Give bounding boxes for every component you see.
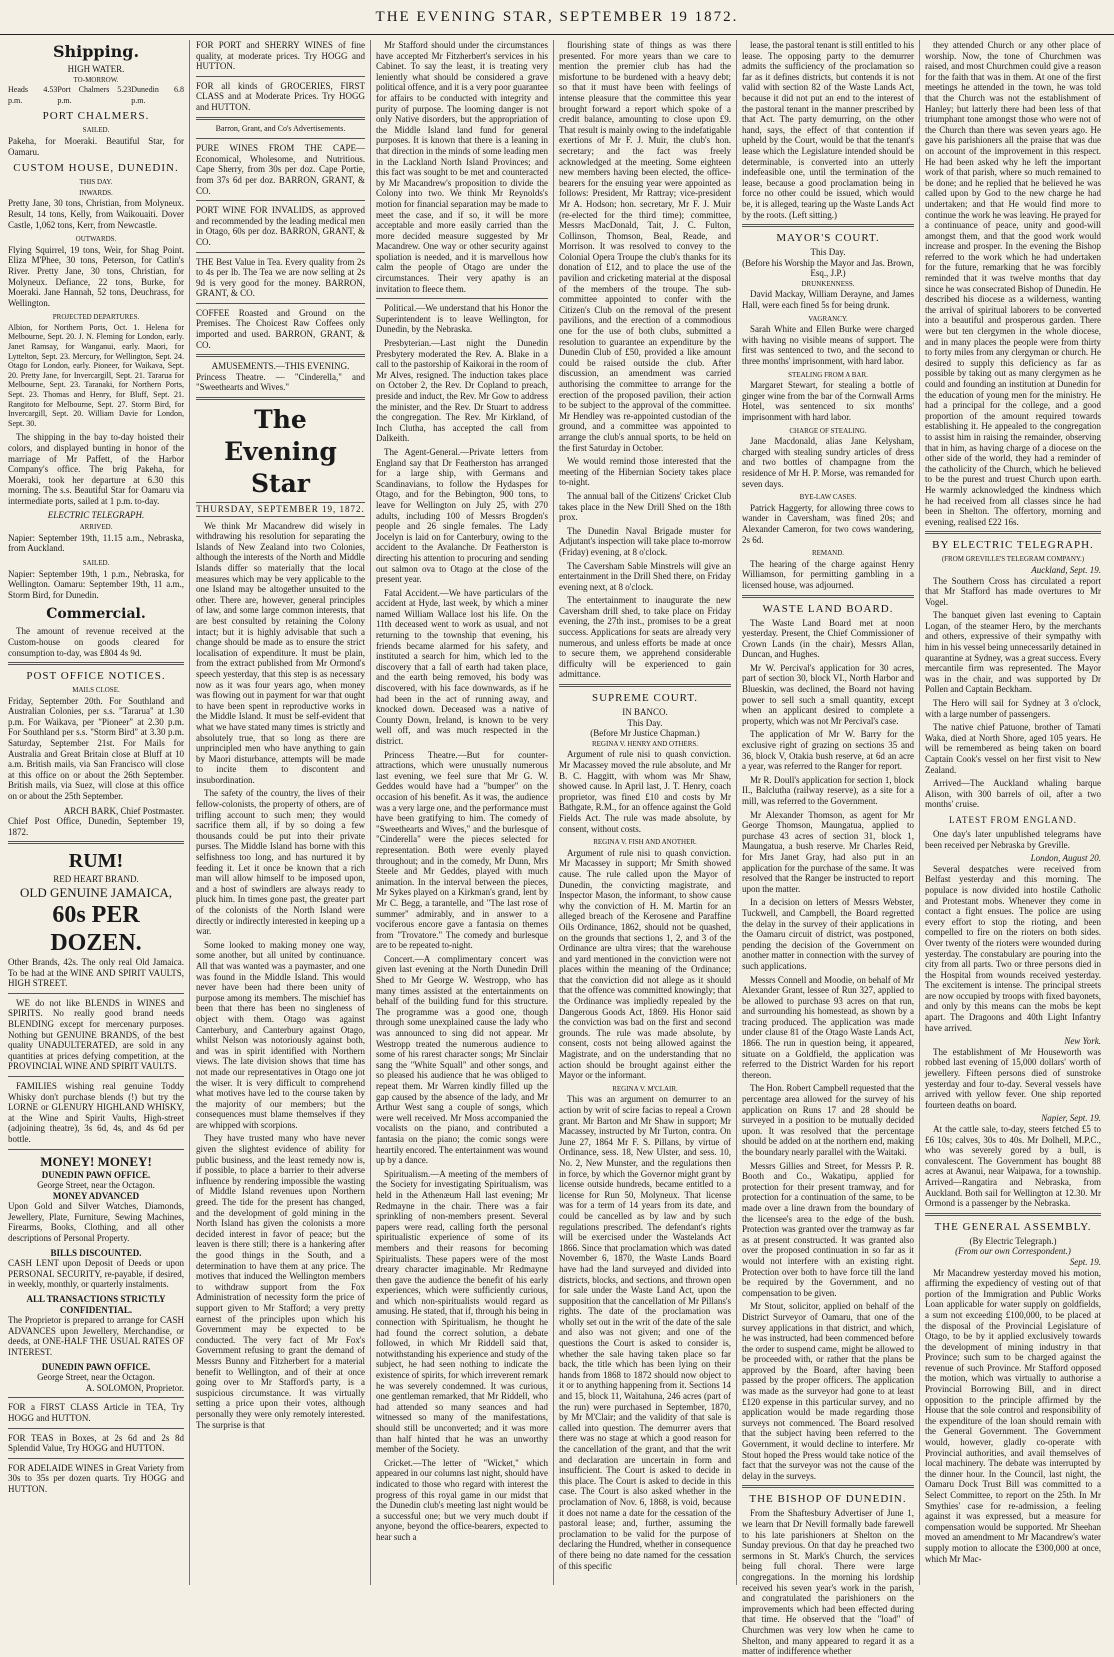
divider (8, 993, 184, 994)
divider (8, 662, 184, 665)
editorial-para-1: We think Mr Macandrew did wisely in withdrawing his resolution for separating the Islands of New Zealand into two Colonies, although the interests of the North and Middle Islands differ so materially that the local measures which may be very applicable to the one Island may be altogether unsuited to the other. There are, however, general principles of law, and some large common interests, that are best consulted by retaining the Colony intact; but it is highly advisable that such a change should be made as to ensure the strict localisation of expenditure. It must be plain, from the extract published from Mr Ormond's speech yesterday, that this step is as necessary now as it was four years ago, when money was flowing out in payment for war that ought to have been spent in reproductive works in the Middle Island. It must be self-evident that what we have stated many times is strictly and absolutely true, that so long as there are unprincipled men who have anything to gain by Maori disturbance, attempts will be made to incite them to discontent and insubordination. (196, 520, 365, 785)
london-dateline: London, August 20. (1030, 853, 1101, 864)
remand-label: REMAND. (811, 549, 845, 558)
tide-heads: Heads 4.53 p.m. (8, 85, 58, 105)
case-3-continued: lease, the pastoral tenant is still entitled to his lease. The opposing party to the demurrer admits the sufficiency of the proclamation so far as it defines districts, but contends it is not valid with section 82 of the Waste Lands Act, because it did not put an end to the interest of the pastoral tenant in the manner prescribed by that Act. The party demurring, on the other hand, says, the effect of that contention if upheld by the Court, would be that the tenant's lease which the Legislature intended should be determinable, is converted into an utterly indefeasible one, until the termination of the lease, because a good proclamation being in force no other could be issued, which would be, it is alleged, tearing up the Waste Lands Act by the roots. (Left sitting.) (742, 40, 914, 220)
bishop-heading: THE BISHOP OF DUNEDIN. (749, 1493, 907, 1506)
old-genuine-jamaica: OLD GENUINE JAMAICA, (19, 885, 172, 900)
pawn-office-title: DUNEDIN PAWN OFFICE. (41, 1169, 151, 1180)
vagrancy-label: VAGRANCY. (808, 314, 848, 323)
auckland-para-1: The Southern Cross has circulated a report that Mr Stafford has made overtures to Mr Vogel. (925, 575, 1101, 607)
case-2-title: REGINA V. FISH AND ANOTHER. (593, 838, 697, 847)
divider (742, 224, 914, 227)
shipping-heading: Shipping. (52, 42, 140, 61)
amusements-text: Princess Theatre. — "Cinderella," and "Sweethearts and Wives." (196, 371, 365, 393)
waste-para-2: Mr W. Percival's application for 30 acres, part of section 30, block VI., North Harbor and Blueskin, was declined, the Board not having power to sell such a small quantity, except when an applicant desired to complete a property, which was not Mr Percival's case. (742, 662, 914, 726)
london-text: Several despatches were received from Belfast yesterday and this morning. The populace is now divided into hostile Catholic and Protestant mobs. Whenever they come in contact a fight ensues. The police are using every effort to stop the rioting, and been compelled to fire on the rioters on both sides. Over twenty of the rioters were wounded during yesterday. The constabulary are pouring into the city from all parts. Two or three persons died in the Hospital from wounds received yesterday. The excitement is intense. The principal streets are now occupied by troops with fixed bayonets, and only by this means can the mobs be kept apart. The Dragoons and 40th Light Infantry have arrived. (925, 863, 1101, 1033)
presbyterian-item: Presbyterian.—Last night the Dunedin Presbytery moderated the Rev. A. Blake in a call to the pastorship of Kaikorai in the room of Mr Alves, resigned. The induction takes place on October 2, the Rev. Dr Copland to preach, preside and induct, the Rev. Mr Gow to address the minister, and the Rev. Dr Stuart to address the congregation. The Rev. Mr Kirkland, of Inch Clutha, has accepted the call from Dalkeith. (376, 338, 548, 444)
this-day-label: THIS DAY. (79, 178, 113, 187)
sailed2-text: Napier: September 19th, 1 p.m., Nebraska, for Wellington. Oamaru: September 19th, 11 a.m., Storm Bird, for Dunedin. (8, 568, 184, 600)
waste-para-6: In a decision on letters of Messrs Webster, Tuckwell, and Campbell, the Board regretted the delay in the survey of their applications in the Oamaru circuit of district, was postponed, pending the decision of the Government on another matter in connection with the survey of such applications. (742, 897, 914, 971)
cricket-continued: flourishing state of things as was there presented. For more years than we care to mention the premier club has had the misfortune to be burdened with a heavy debt; so that it must have been with feelings of intense pleasure that the committee this year brought forward a report which spoke of a credit balance, amounting to close upon £9. That result is mainly owing to the indefatigable exertions of Mr F. J. Muir, the club's hon. secretary; and the fact was freely acknowledged at the meeting. Some eighteen new members having been elected, the office-bearers for the ensuing year were appointed as follows: President, Mr Rattray; vice-president Mr A. Hodson; hon. secretary, Mr F. J. Muir (re-elected for the third time); committee, Messrs MacDonald, Tait, J. C. Fulton, Collinson, Thomson, Beal, Reade, and Morrison. It was resolved to convey to the Colonial Opera Troupe the club's thanks for its donation of £12, and to place the use of the pavilion and cricketing material at the disposal of the members of the troupe. The sub-committee appointed to confer with the Citizen's Club on the removal of the present pavilions, and the erection of a commodious one for the use of both clubs, submitted a resolution to guarantee an expenditure by the Dunedin Club of £50, provided a like amount could be raised outside the club. After discussion, an amendment was carried authorising the committee to arrange for the erection of the proposed pavilion, their action to be subject to the approval of the committee. Mr Hendley was re-appointed custodian of the ground, and a committee was appointed to arrange the club's annual sports, to be held on the first Saturday in October. (559, 40, 731, 453)
divider (196, 117, 365, 120)
divider (925, 1213, 1101, 1216)
fatal-accident-item: Fatal Accident.—We have particulars of the accident at Hyde, last week, by which a miner named William Wallace lost his life. On the 11th deceased went to work as usual, and not returning to the township that evening, his friends became alarmed for his safety, and instituted a search for him, which led to the discovery that a fall of earth had taken place, and the earth being removed, his body was discovered, with his face downwards, as if he had been in the act of running away, and knocked down. Deceased was a native of County Down, Ireland, is known to be very well off, and was much respected in the district. (376, 587, 548, 746)
editorial-para-3: Some looked to making money one way, some another, but all united by continuance. All that was wanted was a paymaster, and one was found in the Middle Island. This would never have been had there been unity of purpose among its members. The mischief has been that there has been no singleness of object with them. Otago was against Canterbury, and Canterbury against Otago, whilst Nelson was notoriously against both, and was in spirit identified with Northern views. The late division shows that time has not made our representatives in Otago one jot the wiser. It is very difficult to comprehend what motives have led to the course taken by the majority of our members; but the consequences must blame themselves if they are whipped with scorpions. (196, 939, 365, 1130)
divider (196, 354, 365, 357)
column-3 (376, 40, 554, 1585)
divider (925, 531, 1101, 534)
before-mayor: (Before his Worship the Mayor and Jas. Brown, Esq., J.P.) (742, 257, 914, 279)
custom-house-heading: CUSTOM HOUSE, DUNEDIN. (13, 162, 179, 175)
coffee-ad: COFFEE Roasted and Ground on the Premises. The Choicest Raw Coffees only imported and used. BARRON, GRANT, & CO. (196, 307, 365, 350)
england-intro: One day's later unpublished telegrams have been received per Nebraska by Greville. (925, 828, 1101, 850)
newspaper-columns (8, 40, 1106, 1657)
inwards-text: Pretty Jane, 30 tons, Christian, from Molyneux. Result, 14 tons, Kelly, from Waikouaiti. Dover Castle, 1,062 tons, Kerr, from Newcastle. (8, 198, 184, 230)
drunkenness-label: DRUNKENNESS. (801, 279, 855, 288)
column-5 (742, 40, 920, 1657)
case-3-title: REGINA V. M'CLAIR. (612, 1084, 678, 1093)
cricket-item: Cricket.—The letter of "Wicket," which appeared in our columns last night, should have indicated to those who regard with interest the progress of this royal game in our midst that the Dunedin club's meeting last night would be a successful one; but we very much doubt if anyone, beyond the office-bearers, expected to hear such a (376, 1457, 548, 1542)
tomorrow-label: TO-MORROW. (73, 75, 119, 84)
cape-wines-ad: PURE WINES FROM THE CAPE— Economical, Wholesome, and Nutritious. Cape Sherry, from 30s per doz. Cape Portie, from 37s 6d per doz. BARRON, GRANT, & CO. (196, 143, 365, 196)
editorial-para-4: They have trusted many who have never given the slightest evidence of ability for public business, and the least remedy now is, if possible, to place a barrier to their adverse influence by rendering impossible the wasting of Middle Island revenues upon Northern greed. The tide for the present has changed, and the development of gold mining in the North Island has given the colonists a more decided interest in favor of peace; but the leaven is there still; there is a hankering after the good things in the South, and a determination to have them at any price. The motives that induced the Wellington members to withdraw support from the Fox Administration of necessity form the price of support given to Mr Stafford; a very pretty earnest of the principles upon which his Government may be expected to be conducted. The very fact of Mr Fox's Government refusing to grant the demand of Messrs Bunny and Fitzherbert for a material benefit to Wellington, and of their at once going over to Mr Stafford's party, is a suspicious circumstance. It was virtually setting a price upon their votes, although personally they were only remotely interested. The surprise is that (196, 1133, 365, 1430)
this-day-label: This Day. (627, 717, 663, 728)
dateline: THURSDAY, SEPTEMBER 19, 1872. (196, 502, 365, 517)
political-item: Political.—We understand that his Honor the Superintendent is to leave Wellington, for Dunedin, by the Nebraska. (376, 303, 548, 335)
charge-stealing-text: Jane Macdonald, alias Jane Kelysham, charged with stealing sundry articles of dress and two bottles of champagne from the residence of Mr H. P. Morse, was remanded for seven days. (742, 436, 914, 489)
divider (196, 138, 365, 139)
supreme-court-heading: SUPREME COURT. (591, 692, 699, 705)
newyork-text: The establishment of Mr Houseworth was robbed last evening of 15,000 dollars' worth of jewellery. Fifteen persons died of sunstroke yesterday and four to-day. Several vessels have arrived with yellow fever. One ship reported fourteen deaths on board. (925, 1046, 1101, 1110)
divider (196, 76, 365, 77)
auckland-para-5: Arrived—The Auckland whaling barque Alison, with 300 barrels of oil, after a two months' cruise. (925, 778, 1101, 810)
money-advanced: MONEY ADVANCED (52, 1190, 140, 1201)
rum-price: 60s PER DOZEN. (50, 902, 142, 956)
tea-value-ad: THE Best Value in Tea. Every quality from 2s to 4s per lb. The Tea we are now selling at 2s 9d is very good for the money. BARRON, GRANT, & CO. (196, 256, 365, 299)
sable-minstrels-item: The Caversham Sable Minstrels will give an entertainment in the Drill Shed there, on Friday evening next, at 8 o'clock. (559, 560, 731, 592)
auckland-para-2: The banquet given last evening to Captain Logan, of the steamer Hero, by the merchants and others, expressive of their sympathy with him in his vessel being unnecessarily detained in quarantine at Sydney, was a great success. Every mercantile firm was represented. The Mayor was in the chair, and was supported by Dr Pollen and Captain Beckham. (925, 610, 1101, 695)
waste-para-4: Mr R. Doull's application for section 1, block II., Balclutha (railway reserve), as a site for a mill, was referred to the Government. (742, 774, 914, 806)
commercial-text: The amount of revenue received at the Custom-house on goods cleared for consumption to-day, was £804 4s 9d. (8, 626, 184, 658)
projected-label: PROJECTED DEPARTURES. (52, 313, 140, 322)
mayors-court-heading: MAYOR'S COURT. (776, 232, 880, 245)
in-banco-label: IN BANCO. (622, 707, 668, 718)
groceries-ad: FOR all kinds of GROCERIES, FIRST CLASS and at Moderate Prices. Try HOGG and HUTTON. (196, 80, 365, 112)
outwards-label: OUTWARDS. (75, 235, 117, 244)
sailed-text: Pakeha, for Moeraki. Beautiful Star, for Oamaru. (8, 135, 184, 157)
column-2 (196, 40, 371, 1585)
assembly-text: Mr Macandrew yesterday moved his motion, affirming the expediency of vesting out of that portion of the Immigration and Public Works Loan applicable for water supply on goldfields, a sum not exceeding £100,000, to be placed at the disposal of the Provincial Legislature of Otago, to be by it applied exclusively towards the development of mining industry in that Province; such sum to be charged against the revenue of such Province. Mr Stafford opposed the motion, which was virtually to authorise a Provincial Borrowing Bill, and in direct opposition to the principle affirmed by the House that the sole control and responsibility of the expenditure of the loan should remain with the General Government. The Government would, however, gladly co-operate with Provincial authorities, and avail themselves of local machinery. The debate was interrupted by the dinner hour. In the Council, last night, the Oamaru Dock Trust Bill was committed to a Select Committee, to report on the 25th. In Mr Smythies' case for re-admission, a feeling against it was expressed, but a measure for compensation would be supported. Mr Sheehan moved an amendment to Mr Macandrew's water supply motion to allocate the £300,000 at once, which Mr Mac- (925, 1267, 1101, 1564)
post-office-footer: Chief Post Office, Dunedin, September 19, 1872. (8, 816, 184, 837)
blends-ad: WE do not like BLENDS in WINES and SPIRITS. No really good brand needs BLENDING except for mercenary purposes. Nothing but GENUINE BRANDS, of the best quality UNADULTERATED, are sold in any quantities at prices defying competition, at the PROVINCIAL WINE AND SPIRIT VAULTS. (8, 997, 184, 1072)
waste-land-heading: WASTE LAND BOARD. (762, 602, 894, 615)
proprietor-note: The Proprietor is prepared to arrange for CASH ADVANCES upon Jewellery, Merchandise, or deeds, at ONE-HALF THE USUAL RATES OF INTEREST. (8, 1315, 184, 1357)
port-chalmers-heading: PORT CHALMERS. (42, 110, 150, 123)
invalids-wine-ad: PORT WINE FOR INVALIDS, as approved and recommended by the leading medical men in Otago, 60s per doz. BARRON, GRANT, & CO. (196, 205, 365, 247)
column-1 (8, 40, 190, 1585)
divider (196, 303, 365, 304)
adelaide-wines-ad: FOR ADELAIDE WINES in Great Variety from 30s to 35s per dozen quarts. Try HOGG and HUTTON. (8, 1462, 184, 1494)
charge-stealing-label: CHARGE OF STEALING. (789, 426, 867, 435)
tide-table (8, 85, 184, 106)
tide-port-chalmers: Port Chalmers 5.23 p.m. (57, 85, 132, 105)
greville-label: (FROM GREVILLE'S TELEGRAM COMPANY.) (941, 555, 1085, 564)
divider (8, 1076, 184, 1077)
newyork-dateline: New York. (1064, 1036, 1101, 1047)
pawn-text: Upon Gold and Silver Watches, Diamonds, Jewellery, Plate, Furniture, Sewing Machines, Firearms, Books, Clothing, and all other descriptions of Personal Property. (8, 1201, 184, 1244)
assembly-dateline: Sept. 19. (1069, 1256, 1101, 1267)
case-1-title: REGINA V. HENRY AND OTHERS. (591, 739, 699, 748)
waste-para-3: The application of Mr W. Barry for the exclusive right of grazing on sections 35 and 36, block V, Otakia bush reserve, at 6d an acre a year, was referred to the Ranger for report. (742, 729, 914, 772)
divider (8, 1458, 184, 1459)
divider (376, 298, 548, 299)
drill-shed-item: The entertainment to inaugurate the new Caversham drill shed, to take place on Friday evening, the 27th inst., promises to be a great success. Applications for seats are already very numerous, and unless efforts be made at once to secure them, we apprehend considerable difficulty will be experienced to gain admittance. (559, 595, 731, 680)
sailed2-label: SAILED. (82, 558, 110, 567)
princess-theatre-item: Princess Theatre.—But for counter-attractions, which were unusually numerous last evening, we feel sure that Mr G. W. Geddes would have had a "bumper" on the occasion of his benefit. As it was, the audience was a very large one, and the performance must have been gratifying to him. The comedy of "Sweethearts and Wives," and the burlesque of "Cinderella" were the pieces selected for representation. Both were evenly played throughout; and in the comedy, Mr Dunn, Mrs Steele and Mr Geddes, played with much animation. In the interval between the pieces, Mr Sykes played on a Kirkman's grand, lent by Mr C. Begg, a tarantelle, and "The last rose of summer" admirably, and in answer to a vociferous encore gave a fantasia on themes from "Trovatore." The comedy and burlesque are to be repeated to-night. (376, 749, 549, 951)
pawn-office-title-2: DUNEDIN PAWN OFFICE. (41, 1361, 151, 1372)
rum-heading: RUM! (68, 850, 124, 873)
shipping-note: The shipping in the bay to-day hoisted their colors, and displayed bunting in honor of the marriage of Mr Paffett, of the Harbor Company's office. The brig Pakeha, for Moeraki, took her departure at 6.30 this morning. The s.s. Beautiful Star for Oamaru via intermediate ports, sailed at 1 p.m. to-day. (8, 432, 184, 506)
tide-dunedin: Dunedin 6.8 p.m. (131, 85, 184, 105)
case-1-text: Argument of rule nisi to quash conviction. Mr Macassey moved the rule absolute, and Mr B. C. Haggitt, with whom was Mr Shaw, showed cause. In April last, J. T. Henry, coach proprietor, was fined £10 and costs by Mr Bathgate, R.M., for an offence against the Gold Fields Act. The rule was made absolute, by consent, without costs. (559, 749, 731, 834)
mails-text: Friday, September 20th. For Southland and Australian Colonies, per s.s. "Tararua" at 1.30 p.m. For Waikava, per "Pioneer" at 2.30 p.m. For Southland per s.s. "Storm Bird" at 3.30 p.m. Saturday, September 21st. For Mails for Australia and Great Britain close at Bluff at 10 a.m. British mails, via San Francisco will close at this office on or about the 26th September. British mails, via Suez, will close at this office on or about the 25th September. (8, 695, 184, 802)
divider (196, 397, 365, 400)
column-6 (925, 40, 1106, 1585)
pawn-office-address: George Street, near the Octagon. (37, 1180, 155, 1191)
paper-title: The Evening Star (224, 405, 337, 499)
auckland-para-3: The Hero will sail for Sydney at 3 o'clock, with a large number of passengers. (925, 698, 1101, 719)
bylaw-label: BYE-LAW CASES. (799, 493, 857, 502)
divider (559, 684, 731, 687)
waste-para-8: The Hon. Robert Campbell requested that the percentage area allowed for the survey of his application on Runs 17 and 28 should be surveyed in a position to be mutually decided upon. It was resolved that the percentage should be added on at the northern end, making the boundary nearly parallel with the Waitaki. (742, 1083, 914, 1157)
amusements-heading: AMUSEMENTS.—THIS EVENING. (211, 361, 350, 372)
agent-general-item: The Agent-General.—Private letters from England say that Dr Featherston has arranged for a large ship, with Germans and Scandinavians, to follow the Hydaspes for Otago, and for the Bebington, 900 tons, to leave for Wellington on July 25, with 270 adults, including 100 of Messrs Brogden's people and 26 single females. The Lady Jocelyn is laid on for Canterbury, owing to the accident to the Avalanche. Dr Featherston is directing his attention to procuring and sending out salmon ova to Otago at the close of the present year. (376, 446, 548, 585)
vagrancy-text: Sarah White and Ellen Burke were charged with having no visible means of support. The first was sentenced to two, and the second to three months' imprisonment, with hard labor. (742, 324, 914, 367)
divider (8, 1149, 184, 1150)
divider (742, 595, 914, 598)
bylaw-text: Patrick Haggerty, for allowing three cows to wander in Caversham, was fined 20s; and Alexander Cameron, for two cows wandering, 2s 6d. (742, 502, 914, 545)
outwards-text: Flying Squirrel, 19 tons, Weir, for Shag Point. Eliza M'Phee, 30 tons, Peterson, for Catlin's River. Pretty Jane, 30 tons, Christian, for Molyneux. Defiance, 22 tons, Burke, for Moeraki. Jane Hannah, 52 tons, Deuchrass, for Wellington. (8, 244, 184, 308)
naval-brigade-item: The Dunedin Naval Brigade muster for Adjutant's inspection will take place to-morrow (Friday) evening, at 8 o'clock. (559, 525, 731, 557)
drunkenness-text: David Mackay, William Derayne, and James Hall, were each fined 5s for being drunk. (742, 289, 914, 311)
arrived-label: ARRIVED. (79, 523, 113, 532)
auckland-dateline: Auckland, Sept. 19. (1031, 564, 1101, 575)
before-justice: (Before Mr Justice Chapman.) (590, 728, 700, 739)
remand-text: The hearing of the charge against Henry Williamson, for permitting gambling in a licensed house, was adjourned. (742, 558, 914, 590)
latest-england-heading: LATEST FROM ENGLAND. (948, 814, 1078, 825)
post-office-heading: POST OFFICE NOTICES. (26, 670, 166, 683)
case-3-text: This was an argument on demurrer to an action by writ of scire facias to repeal a Crown grant. Mr Barton and Mr Shaw in support; Mr Macassey, instructed by Mr Turton, contra. On June 27, 1864 Mr F. S. Pillans, by virtue of Ordinance, sess. 18, New Ulster, and sess. 10, No. 2, New Munster, and the regulations then in force, by which the Governor might grant by license outside hundreds, became entitled to a license for Run 50, Molyneux. That license was for a term of 14 years from its date, and could be cancelled as by law and by such regulations prescribed. The defendant's rights will be exercised under the Wastelands Act 1866. Since that proclamation which was dated November 6, 1870, the Waste Lands Board have had the land surveyed and divided into districts, blocks, and sections, and thrown open for sale under the Waste Land Act, upon the supposition that the cancellation of Mr Pillans's rights. The date of the proclamation was wholly set out in the writ of the date of the sale and also was not given; and one of the questions the Court is asked to consider is, whether the sale having taken place so far back, the title which has been lying on their hands from 1868 to 1872 should now object to it or to anything happening from it. Sections 14 and 15, block 11, Waitahuna, 246 acres (part of the run) were purchased in September, 1870, by Mr M'Clair; and the validity of that sale is called into question. The demurrer avers that there was no stage at which a good reason for the cancellation of the grant, and that the writ and declaration are uncertain in form and insufficient. The Court is asked to decide in this place. The Court is asked to decide in this case. The Court is also asked whether in the proclamation of Nov. 6, 1868, is void, because it does not name a date for the cessation of the pastoral lease; and, further, assuming the proclamation to be valid for the purpose of declaring the Hundred, whether in consequence of there being no date named for the cessation of this specific (559, 1094, 731, 1571)
bills-discounted: BILLS DISCOUNTED. (50, 1247, 142, 1258)
arrived-text: Napier: September 19th, 11.15 a.m., Nebraska, from Auckland. (8, 532, 184, 554)
pawn-proprietor: A. SOLOMON, Proprietor. (85, 1382, 184, 1393)
high-water-label: HIGH WATER. (67, 64, 125, 74)
divider (196, 200, 365, 201)
spiritualism-item: Spiritualism.—A meeting of the members of the Society for investigating Spiritualism, was held in the Athenæum Hall last evening; Mr Redmayne in the chair. There was a fair sprinkling of non-members present. Several papers were read, calling forth the personal spiritualistic experience of some of its members and their reasons for becoming Spiritualists. These papers were of the most dreary character imaginable. Mr Redmayne then gave the audience the benefit of his early experiences, which were sufficiently curious, and which non-spiritualists would regard as amusing. He stated, that if, through his being in connection with Spiritualism, he thought he had found the correct solution, a debate followed, in which Mr Riddell said that, notwithstanding his experience and study of the subject, he had seen nothing to indicate the existence of spirits, for which irreverent remark he was severely condemned. It was curious, one gentleman remarked, that Mr Riddell, who had attended so many seances and had witnessed so many of the manifestations, should still be unconverted; and it was more than half hinted that he was an unworthy member of the Society. (376, 1168, 548, 1455)
masthead: THE EVENING STAR, SEPTEMBER 19 1872. (0, 0, 1114, 35)
cash-lent: CASH LENT upon Deposit of Deeds or upon PERSONAL SECURITY, re-payable, if desired, in weekly, monthly, or quarterly instalments. (8, 1258, 184, 1290)
postmaster-signature: ARCH BARK, Chief Postmaster. (63, 805, 184, 816)
by-telegraph-heading: BY ELECTRIC TELEGRAPH. (932, 539, 1094, 552)
stealing-bar-label: STEALING FROM A BAR. (788, 370, 868, 379)
red-heart-brand: RED HEART BRAND. (53, 874, 139, 885)
divider (742, 1485, 914, 1488)
waste-para-10: Mr Stout, solicitor, applied on behalf of the District Surveyor of Oamaru, that one of the survey applications in that district, and which, he was instructed, had been commenced before the order to suspend came, might be allowed to be proceeded with, or rather that the plans be approved by the Board, after having been passed by the proper officers. The application was made as the surveyor had gone to at least £120 expense in this particular survey, and no application would be made regarding those surveys not commenced. The Board resolved that the subject having been referred to the Government, it would decline to interfere. Mr Stout hoped the Press would take notice of the fact that the surveyor was not the cause of the delay in the surveys. (742, 1301, 914, 1481)
divider (8, 841, 184, 844)
inwards-label: INWARDS. (79, 188, 113, 197)
this-day-label: This Day. (810, 247, 846, 258)
waste-para-7: Messrs Connell and Moodie, on behalf of Mr Alexander Grant, lessee of Run 327, applied to be allowed to purchase 93 acres on that run, and surrounding his homestead, as shown by a tracing produced. The application was made under clause 81 of the Otago Waste Lands Act, 1866. The run in question being, it appeared, situate on a Goldfield, the application was referred to the District Warden for his report thereon. (742, 974, 914, 1080)
editorial-para-2: The safety of the country, the lives of their fellow-colonists, the property of others, are of trifling account to such men; they would sacrifice them all, if by so doing a few thousands could be put into their private purses. The Middle Island has borne with this selfishness too long, and has nurtured it by feeding it. Let it once be known that a rich man will allow himself to be imposed upon, and a host of swindlers are always ready to pluck him. In times gone past, the greater part of the colonists of the North Island were directly or indirectly interested in keeping up a war. (196, 788, 365, 937)
assembly-heading: THE GENERAL ASSEMBLY. (934, 1220, 1092, 1233)
auckland-para-4: The native chief Patuone, brother of Tamati Waka, died at North Shore, aged 105 years. He will be remembered as being taken on board Captain Cook's vessel on her first visit to New Zealand. (925, 722, 1101, 775)
napier-dateline: Napier, Sept. 19. (1041, 1113, 1101, 1124)
hibernian-item: We would remind those interested that the meeting of the Hibernian Society takes place to-night. (559, 456, 731, 488)
commercial-heading: Commercial. (46, 606, 146, 623)
all-transactions: ALL TRANSACTIONS STRICTLY CONFIDENTIAL. (26, 1294, 166, 1315)
waste-para-5: Mr Alexander Thomson, as agent for Mr George Thomson, Maungatua, applied to purchase 43 acres of section 31, block 1, Maungatua, a bush reserve. Mr Charles Reid, for Mrs Janet Gray, had also put in an application for the purchase of the same. It was resolved that the Ranger be instructed to report upon the matter. (742, 809, 914, 894)
money-heading: MONEY! MONEY! (40, 1153, 152, 1169)
citizens-ball-item: The annual ball of the Citizens' Cricket Club takes place in the New Drill Shed on the 18th prox. (559, 490, 731, 523)
electric-telegraph-heading: ELECTRIC TELEGRAPH. (47, 509, 145, 520)
divider (8, 1428, 184, 1429)
napier-text: At the cattle sale, to-day, steers fetched £5 to £6 10s; calves, 30s to 40s. Mr Dolhell, M.P.C., who was severely gored by a bull, is convalescent. The Government has bought 88 acres at Awanui, near Waipawa, for a township. Arrived—Rangatira and Nebraska, from Auckland. Both sail for Wellington at 12.30. Mr Ormond is a passenger by the Nebraska. (925, 1124, 1101, 1209)
projected-text: Albion, for Northern Ports, Oct. 1. Helena for Melbourne, Sept. 20. J. N. Fleming for London, early. Janet Ramsay, for Wanganui, early. Maori, for Lyttelton, Sept. 23. Mercury, for Wellington, Sept. 24. Otago for London, early. Pioneer, for Waikava, Sept. 20. Pretty Jane, for Invercargill, Sept. 21. Tararua for Melbourne, Sept. 23. Taranaki, for Northern Ports, Sept. 23. Thomas and Henry, for Bluff, Sept. 21. Rangitoto for Melbourne, Sept. 27. Storm Bird, for Invercargill, Sept. 20. William Davie for London, Sept. 30. (8, 322, 184, 428)
bishop-text: From the Shaftesbury Advertiser of June 1, we learn that Dr Nevill formally bade farewell to his late parishioners at Shelton on the Sunday previous. On that day he preached two sermons in St. Mark's Church, the services being full choral. There were large congregations. In the morning his lordship received his seven year's work in the parish, and congratulated the parishioners on the improvements which had been effected during that time. He observed that the "load" of Churchmen was very low when he came to Shelton, and many appeared to regard it as a matter of indifference whether (742, 1508, 914, 1657)
assembly-correspondent: (From our own Correspondent.) (955, 1246, 1071, 1257)
concert-item: Concert.—A complimentary concert was given last evening at the North Dunedin Drill Shed to Mr George W. Westropp, who has many times assisted at the entertainments on behalf of the building fund for this structure. The programme was a good one, though through some unexplained cause the lady who was announced to sing did not appear. Mr Westropp treated the numerous audience to some of his rarest character songs; Mr Sinclair sang the "White Squall" and other songs, and so pleased his audience that he was obliged to repeat them. Mr Warren kindly filled up the gap caused by the absence of the lady, and Mr Arthur West sang a couple of songs, which were well received. Mr Moss accompanied the vocalists on the piano, and contributed a fantasia on the piano; the comic songs were heartily encored. The entertainment was wound up by a dance. (376, 953, 548, 1166)
pawn-office-address-2: George Street, near the Octagon. (37, 1372, 155, 1383)
rum-text: Other Brands, 42s. The only real Old Jamaica. To be had at the WINE AND SPIRIT VAULTS, HIGH STREET. (8, 957, 184, 989)
sailed-label: SAILED. (82, 126, 110, 135)
waste-para-9: Messrs Gillies and Street, for Messrs P. R. Booth and Co., Wakatipu, applied for protection for their present tramway, and for protection for a continuation of the same, to be made over a line drawn from the boundary of the licensee's area to the edge of the bush. Protection was granted over the tramway as far as at present constructed. It was granted also over the proposed continuation in so far as it would not interfere with an existing right. Protection over both to have force till the land be required by the Government, and no compensation to be given. (742, 1160, 914, 1298)
column-4 (559, 40, 737, 1585)
stealing-bar-text: Margaret Stewart, for stealing a bottle of ginger wine from the bar of the Cornwall Arms Hotel, was sentenced to six months' imprisonment with hard labor. (742, 380, 914, 422)
mails-close-label: MAILS CLOSE. (72, 686, 120, 695)
assembly-subheading: (By Electric Telegraph.) (969, 1235, 1057, 1246)
families-ad: FAMILIES wishing real genuine Toddy Whisky don't purchase blends (!) but try the LORNE or GLENURY HIGHLAND WHISKY, at the Wine and Spirit Vaults, High-street (adjoining theatre), 3s 6d, 4s, and 4s 6d per bottle. (8, 1080, 184, 1144)
first-class-tea-ad: FOR a FIRST CLASS Article in TEA, Try HOGG and HUTTON. (8, 1402, 184, 1423)
barron-header: Barron, Grant, and Co's Advertisements. (215, 123, 346, 133)
port-sherry-ad: FOR PORT and SHERRY WINES of fine quality, at moderate prices. Try HOGG and HUTTON. (196, 40, 365, 72)
bishop-continued: they attended Church or any other place of worship. Now, the tone of Churchmen was raised, and most Churchmen could give a reason for the faith that was in them. At one of the first meetings he attended in the town, he was told that the Church was not the establishment of Hanley; but latterly there had been less of that triumphant tone amongst those who were not of the Church than there was seven years ago. He gave his parishioners all the praise that was due on account of the improvement in this respect. He had been asked why he left the important work of that parish, where so much remained to be done; and he replied that he believed he was called upon by God to the new charge he had undertaken; and that He would find more to continue the work he was leaving. He prayed for a continuance of peace, unity and good-will amongst them, and that the good work would increase and prosper. In the evening the Bishop referred to the work which he had undertaken for the future, remarking that he was forcibly reminded that it was twelve months that day since he was consecrated Bishop of Dunedin. He described his diocese as a wilderness, wanting the arrival of spiritual laborers to be converted into a beautiful and prosperous garden. There were but ten clergymen in the whole diocese, and in many places the people were from thirty to forty miles from any clergyman or church. He desired to supply this deficiency as far as possible by taking out as many clergymen as he could and founding an institution at Dunedin for the education of young men for the ministry. He had a principal for the college, and a good proportion of the amount required towards establishing it. He appealed to the congregation to assist him in raising the remainder, observing that in him, as having charge of a diocese on the other side of the world, they had a reminder of the catholicity of the Church, which he believed to be the purest and truest Church upon earth. He warmly acknowledged the kindness which he had received from all classes since he had been in Shelton. The offertory, morning and evening, realised £22 16s. (925, 40, 1101, 527)
editorial-continued: Mr Stafford should under the circumstances have accepted Mr Fitzherbert's services in his Cabinet. To say the least, it is treating very leniently what should be considered a grave political offence, and it is a very poor guarantee for affairs to be conducted with integrity and purity of purpose. The looming danger is not only Native disorders, but the appropriation of the Middle Island land fund for general purposes. It is known that there is a leaning in that direction in the minds of some leading men in the Lackland North Island Provinces; and this fact was sought to be met and counteracted by Mr Macandrew's proposition to divide the Colony into two. We think Mr Reynolds's motion for financial separation may be made to meet the case, and if so, it will be more acceptable and more easily carried than the more decided measure suggested by Mr Macandrew. One way or other security against spoliation is needed, and it is marvellous how calm the people of Otago are under the circumstances. Their very apathy is an invitation to fleece them. (376, 40, 549, 294)
waste-para-1: The Waste Land Board met at noon yesterday. Present, the Chief Commissioner of Crown Lands (in the chair), Messrs Allan, Duncan, and Hughes. (742, 617, 914, 660)
teas-ad: FOR TEAS in Boxes, at 2s 6d and 2s 8d Splendid Value, Try HOGG and HUTTON. (8, 1432, 184, 1454)
divider (196, 252, 365, 253)
divider (8, 1397, 184, 1398)
case-2-text: Argument of rule nisi to quash conviction. Mr Macassey in support; Mr Smith showed cause. The rule called upon the Mayor of Dunedin, the convicting magistrate, and Inspector Mason, the informant, to show cause why the conviction of H. M. Martin for an alleged breach of the Kerosene and Paraffine Oils Ordinance, 1862, should not be quashed, on the grounds that sections 1, 2, and 3 of the Ordinance are ultra vires; that the warehouse and yard mentioned in the conviction were not places within the meaning of the Ordinance; that the conviction did not allege as it should that the offence was committed knowingly; that the Ordinance was impliedly repealed by the Dangerous Goods Act, 1869. His Honor said the conviction was bad on the first and second grounds. The rule was made absolute, by consent, costs not being allowed against the Magistrate, and on the understanding that no action should be brought against either the Mayor or the informant. (559, 847, 731, 1081)
